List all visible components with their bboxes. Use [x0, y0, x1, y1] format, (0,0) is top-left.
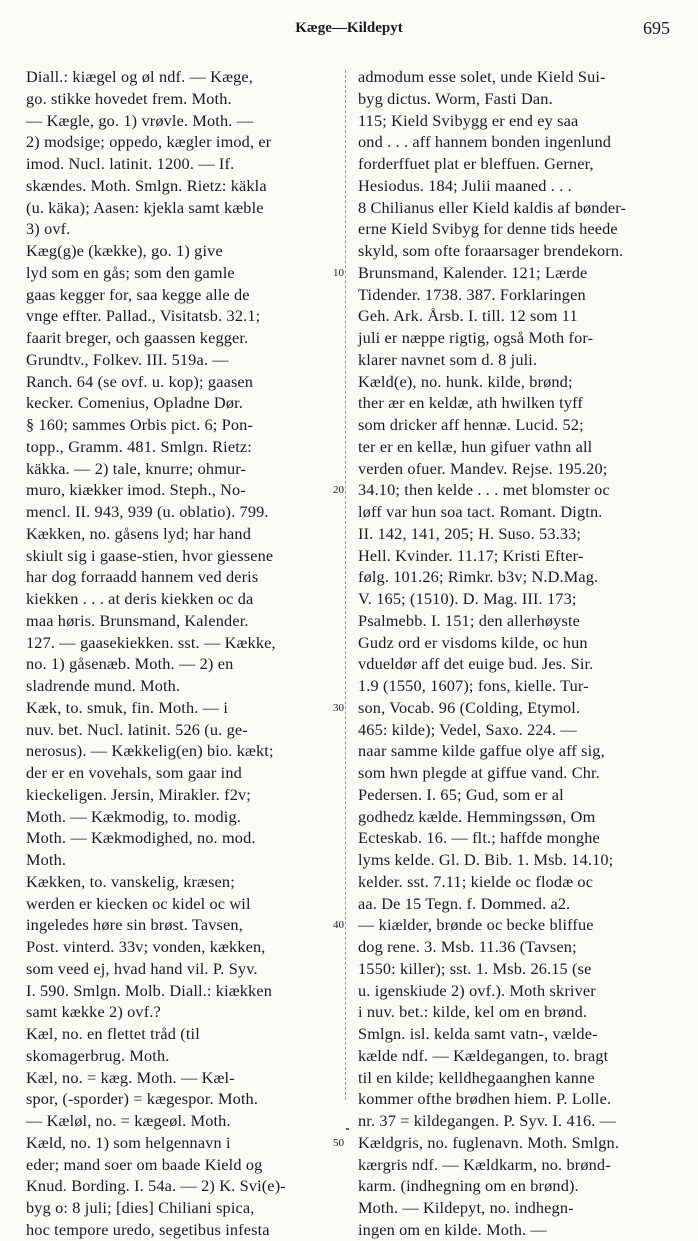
text-line: 2) modsige; oppedo, kægler imod, er: [26, 132, 272, 152]
text-line: dog rene. 3. Msb. 11.36 (Tavsen;: [358, 937, 577, 956]
text-line: kommer ofthe brødhen hiem. P. Lolle.: [358, 1089, 612, 1109]
text-line: § 160; sammes Orbis pict. 6; Pon-: [26, 415, 253, 434]
text-line: Hesiodus. 184; Julii maaned . . .: [358, 175, 572, 195]
text-line: ingeledes høre sin brøst. Tavsen,: [26, 915, 243, 935]
text-line: i nuv. bet.: kilde, kel om en brønd.: [358, 1002, 588, 1022]
text-line: 127. — gaasekiekken. sst. — Kække,: [26, 632, 276, 652]
text-line: Ecteskab. 16. — flt.; haffde monghe: [358, 828, 600, 848]
text-line: hoc tempore uredo, segetibus infesta: [26, 1219, 270, 1239]
text-line: ther ær en keldæ, ath hwilken tyff: [358, 393, 583, 413]
text-line: Moth. — Kildepyt, no. indhegn-: [358, 1198, 574, 1217]
text-line: Kæk, to. smuk, fin. Moth. — i: [26, 697, 228, 717]
text-line: Hell. Kvinder. 11.17; Kristi Efter-: [358, 545, 584, 565]
text-line: ter er en kellæ, hun gifuer vathn all: [358, 436, 593, 456]
text-line: Kæl, no. en flettet tråd (til: [26, 1024, 200, 1043]
left-column: [26, 66, 340, 1241]
text-line: løff var hun soa tact. Romant. Digtn.: [358, 502, 603, 521]
text-line: eder; mand soer om baade Kield og: [26, 1154, 263, 1174]
text-line: Diall.: kiægel og øl ndf. — Kæge,: [26, 67, 253, 86]
text-line: kærgris ndf. — Kældkarm, no. brønd-: [358, 1154, 611, 1174]
text-line: som dricker aff hennæ. Lucid. 52;: [358, 415, 584, 434]
text-line: gaas kegger for, saa kegge alle de: [26, 284, 250, 304]
line-number: 20: [333, 484, 344, 497]
text-line: der er en vovehals, som gaar ind: [26, 763, 242, 782]
text-line: verden ofuer. Mandev. Rejse. 195.20;: [358, 458, 608, 478]
text-line: Kækken, to. vanskelig, kræsen;: [26, 871, 235, 891]
text-line: admodum esse solet, unde Kield Sui-: [358, 67, 606, 86]
text-line: Moth. — Kækmodighed, no. mod.: [26, 828, 256, 848]
text-line: topp., Gramm. 481. Smlgn. Rietz:: [26, 436, 252, 456]
text-line: Ranch. 64 (se ovf. u. kop); gaasen: [26, 371, 254, 391]
footer-mark: [346, 1128, 349, 1130]
text-line: V. 165; (1510). D. Mag. III. 173;: [358, 589, 577, 608]
text-line: samt kække 2) ovf.?: [26, 1002, 161, 1022]
text-line: 34.10; then kelde . . . met blomster oc: [358, 480, 610, 500]
text-line: Post. vinterd. 33v; vonden, kækken,: [26, 937, 266, 956]
text-line: vdueldør aff det euige bud. Jes. Sir.: [358, 654, 594, 674]
text-line: aa. De 15 Tegn. f. Dommed. a2.: [358, 893, 571, 913]
text-line: faarit breger, och gaassen kegger.: [26, 328, 249, 347]
text-line: Kæld, no. 1) som helgennavn i: [26, 1132, 231, 1152]
line-number: 50: [333, 1136, 344, 1149]
text-line: (u. käka); Aasen: kjekla samt kæble: [26, 197, 264, 217]
text-line: karm. (indhegning om en brønd).: [358, 1176, 579, 1196]
text-line: — Kægle, go. 1) vrøvle. Moth. —: [26, 110, 254, 130]
text-line: no. 1) gåsenæb. Moth. — 2) en: [26, 654, 234, 674]
line-number: 10: [333, 266, 344, 279]
text-line: lyms kelde. Gl. D. Bib. 1. Msb. 14.10;: [358, 850, 614, 869]
text-line: har dog forraadd hannem ved deris: [26, 567, 259, 587]
text-line: 465: kilde); Vedel, Saxo. 224. —: [358, 719, 577, 739]
text-line: kecker. Comenius, Opladne Dør.: [26, 393, 244, 413]
line-number: 30: [333, 701, 344, 714]
text-line: Gudz ord er visdoms kilde, oc hun: [358, 632, 588, 652]
text-line: II. 142, 141, 205; H. Suso. 53.33;: [358, 523, 582, 543]
text-line: Tidender. 1738. 387. Forklaringen: [358, 284, 586, 304]
text-line: 1.9 (1550, 1607); fons, kielle. Tur-: [358, 676, 589, 695]
text-line: forderffuet plat er bleffuen. Gerner,: [358, 154, 594, 173]
page-number: 695: [643, 18, 670, 38]
text-line: ingen om en kilde. Moth. —: [358, 1219, 547, 1239]
text-line: skomagerbrug. Moth.: [26, 1045, 170, 1065]
text-line: 3) ovf.: [26, 219, 71, 239]
text-line: skændes. Moth. Smlgn. Rietz: käkla: [26, 175, 267, 195]
text-line: byg o: 8 juli; [dies] Chiliani spica,: [26, 1198, 255, 1217]
text-line: go. stikke hovedet frem. Moth.: [26, 88, 232, 108]
text-line: käkka. — 2) tale, knurre; ohmur-: [26, 458, 247, 478]
text-line: Grundtv., Folkev. III. 519a. —: [26, 349, 229, 369]
text-line: — kiælder, brønde oc becke bliffue: [358, 915, 594, 935]
text-line: Kækken, no. gåsens lyd; har hand: [26, 523, 252, 543]
text-line: naar samme kilde gaffue olye aff sig,: [358, 741, 605, 761]
text-line: Kæg(g)e (kække), go. 1) give: [26, 241, 223, 260]
text-line: spor, (-sporder) = kægespor. Moth.: [26, 1089, 259, 1109]
text-line: nr. 37 = kildegangen. P. Syv. I. 416. —: [358, 1111, 617, 1130]
text-line: — Kæløl, no. = kægeøl. Moth.: [26, 1111, 231, 1130]
text-line: skyld, som ofte foraarsager brendekorn.: [358, 241, 624, 260]
text-line: Kæl, no. = kæg. Moth. — Kæl-: [26, 1067, 235, 1087]
text-line: klarer navnet som d. 8 juli.: [358, 349, 538, 369]
text-line: 1550: killer); sst. 1. Msb. 26.15 (se: [358, 958, 592, 978]
text-line: Moth.: [26, 850, 67, 869]
text-line: muro, kiækker imod. Steph., No-: [26, 480, 246, 500]
text-line: lyd som en gås; som den gamle: [26, 262, 235, 282]
column-divider: [345, 70, 346, 1100]
text-line: Brunsmand, Kalender. 121; Lærde: [358, 262, 588, 282]
text-line: nerosus). — Kækkelig(en) bio. kækt;: [26, 741, 274, 761]
text-line: som veed ej, hvad hand vil. P. Syv.: [26, 958, 258, 978]
text-line: juli er næppe rigtig, også Moth for-: [358, 328, 594, 347]
text-line: godhedz kælde. Hemmingssøn, Om: [358, 806, 596, 826]
text-line: erne Kield Svibyg for denne tids heede: [358, 219, 618, 239]
text-line: kælde ndf. — Kældegangen, to. bragt: [358, 1045, 609, 1065]
text-line: byg dictus. Worm, Fasti Dan.: [358, 88, 553, 108]
right-column: [358, 66, 672, 1241]
text-line: Smlgn. isl. kelda samt vatn-, vælde-: [358, 1024, 598, 1043]
text-line: følg. 101.26; Rimkr. b3v; N.D.Mag.: [358, 567, 599, 587]
text-line: Kældgris, no. fuglenavn. Moth. Smlgn.: [358, 1132, 620, 1152]
text-line: werden er kiecken oc kidel oc wil: [26, 893, 251, 913]
text-line: Pedersen. I. 65; Gud, som er al: [358, 784, 564, 804]
text-line: vnge effter. Pallad., Visitatsb. 32.1;: [26, 306, 261, 326]
text-line: Psalmebb. I. 151; den allerhøyste: [358, 610, 580, 630]
text-line: Geh. Ark. Årsb. I. till. 12 som 11: [358, 306, 578, 326]
text-line: imod. Nucl. latinit. 1200. — If.: [26, 154, 235, 173]
line-number: 40: [333, 919, 344, 932]
text-line: Kæld(e), no. hunk. kilde, brønd;: [358, 371, 573, 391]
text-line: kieckeligen. Jersin, Mirakler. f2v;: [26, 784, 251, 804]
text-line: u. igenskiude 2) ovf.). Moth skriver: [358, 980, 596, 1000]
text-line: til en kilde; kelldhegaanghen kanne: [358, 1067, 595, 1087]
text-line: skiult sig i gaase-stien, hvor giessene: [26, 545, 274, 565]
text-line: nuv. bet. Nucl. latinit. 526 (u. ge-: [26, 719, 248, 739]
text-line: son, Vocab. 96 (Colding, Etymol.: [358, 697, 581, 717]
text-line: kelder. sst. 7.11; kielde oc flodæ oc: [358, 871, 594, 891]
text-line: sladrende mund. Moth.: [26, 676, 181, 695]
text-line: Knud. Bording. I. 54a. — 2) K. Svi(e)-: [26, 1176, 286, 1196]
text-line: ond . . . aff hannem bonden ingenlund: [358, 132, 612, 152]
text-line: I. 590. Smlgn. Molb. Diall.: kiækken: [26, 980, 273, 1000]
text-line: kiekken . . . at deris kiekken oc da: [26, 589, 254, 608]
text-line: 115; Kield Svibygg er end ey saa: [358, 110, 579, 130]
page-header-title: Kæge—Kildepyt: [295, 20, 403, 36]
text-line: Moth. — Kækmodig, to. modig.: [26, 806, 241, 826]
text-line: mencl. II. 943, 939 (u. oblatio). 799.: [26, 502, 269, 521]
text-line: maa høris. Brunsmand, Kalender.: [26, 610, 249, 630]
text-line: som hwn plegde at giffue vand. Chr.: [358, 763, 600, 782]
text-line: 8 Chilianus eller Kield kaldis af bønder-: [358, 197, 627, 217]
